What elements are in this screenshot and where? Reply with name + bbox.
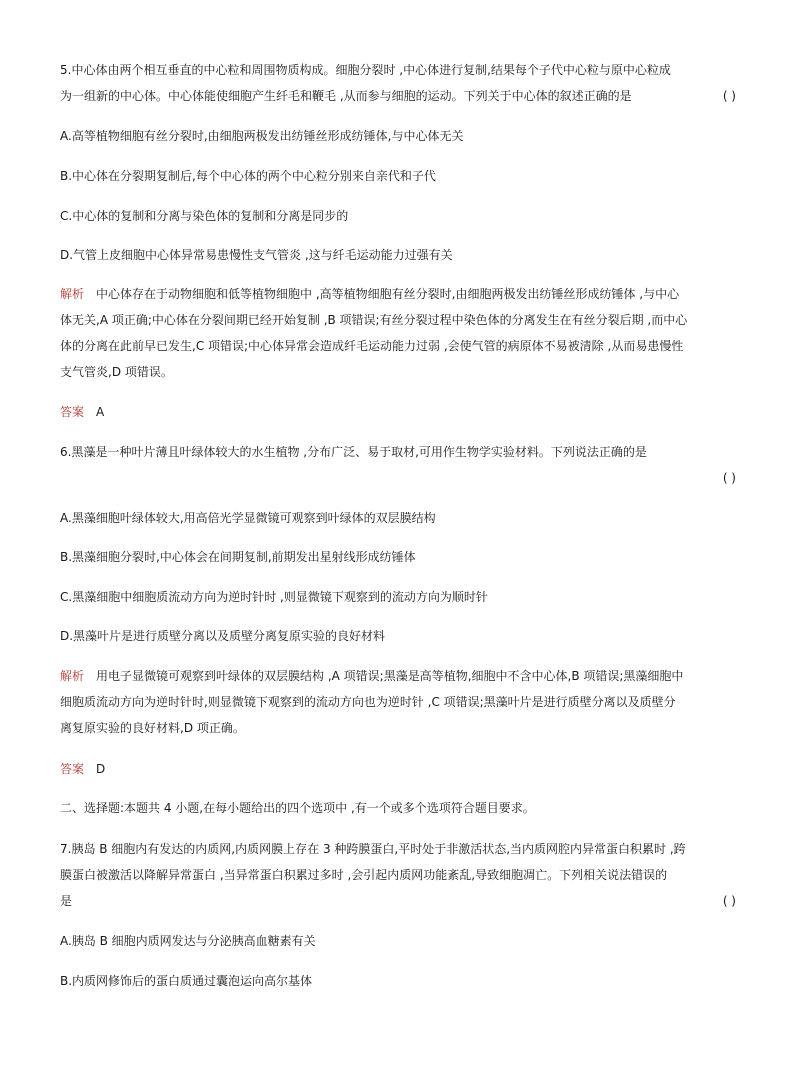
q5-option-d: D.气管上皮细胞中心体异常易患慢性支气管炎 ,这与纤毛运动能力过强有关 — [60, 248, 453, 262]
q6-stem-line-1: 6.黑藻是一种叶片薄且叶绿体较大的水生植物 ,分布广泛、易于取材,可用作生物学实验材料。下列说法正确的是 — [60, 445, 647, 459]
q5-option-b: B.中心体在分裂期复制后,每个中心体的两个中心粒分别来自亲代和子代 — [60, 169, 436, 183]
q6-analysis-line-3: 离复原实验的良好材料,D 项正确。 — [60, 721, 245, 735]
q5-answer-line — [60, 404, 740, 420]
q5-option-a: A.高等植物细胞有丝分裂时,由细胞两极发出纺锤丝形成纺锤体,与中心体无关 — [60, 129, 464, 143]
q6-answer-value: D — [96, 762, 106, 776]
q6-option-b: B.黑藻细胞分裂时,中心体会在间期复制,前期发出星射线形成纺锤体 — [60, 550, 416, 564]
q5-option-c: C.中心体的复制和分离与染色体的复制和分离是同步的 — [60, 209, 349, 223]
q7-stem-line-1: 7.胰岛 B 细胞内有发达的内质网,内质网膜上存在 3 种跨膜蛋白,平时处于非激活状态,当内质网腔内异常蛋白积累时 ,跨 — [60, 842, 686, 856]
q6-answer-blank: ( ) — [722, 471, 736, 485]
q6-option-c: C.黑藻细胞中细胞质流动方向为逆时针时 ,则显微镜下观察到的流动方向为顺时针 — [60, 590, 488, 604]
q5-analysis-line-4: 支气管炎,D 项错误。 — [60, 365, 173, 379]
q5-answer-blank: ( ) — [722, 89, 736, 103]
q7-stem-line-2: 膜蛋白被激活以降解异常蛋白 ,当异常蛋白积累过多时 ,会引起内质网功能紊乱,导致细胞凋亡。下列相关说法错误的 — [60, 868, 668, 882]
q5-analysis-line-1 — [60, 286, 740, 302]
q6-analysis-text-1: 用电子显微镜可观察到叶绿体的双层膜结构 ,A 项错误;黑藻是高等植物,细胞中不含中心体,B 项错误;黑藻细胞中 — [96, 669, 684, 683]
q5-analysis-line-3: 体的分离在此前早已发生,C 项错误;中心体异常会造成纤毛运动能力过弱 ,会使气管的病原体不易被清除 ,从而易患慢性 — [60, 339, 684, 353]
q7-option-a: A.胰岛 B 细胞内质网发达与分泌胰高血糖素有关 — [60, 934, 316, 948]
q6-answer-label: 答案 — [60, 762, 85, 776]
q5-answer-label: 答案 — [60, 405, 85, 419]
q5-analysis-label: 解析 — [60, 287, 85, 301]
q6-analysis-line-1 — [60, 668, 740, 684]
q5-analysis-text-1: 中心体存在于动物细胞和低等植物细胞中 ,高等植物细胞有丝分裂时,由细胞两极发出纺锤丝形成纺锤体 ,与中心 — [96, 287, 680, 301]
q5-stem-line-2: 为一组新的中心体。中心体能使细胞产生纤毛和鞭毛 ,从而参与细胞的运动。下列关于中心体的叙述正确的是 — [60, 89, 632, 103]
q7-answer-blank: ( ) — [722, 894, 736, 908]
section-2-heading: 二、选择题:本题共 4 小题,在每小题给出的四个选项中 ,有一个或多个选项符合题目要求。 — [60, 801, 535, 815]
q5-stem-line-1: 5.中心体由两个相互垂直的中心粒和周围物质构成。细胞分裂时 ,中心体进行复制,结果每个子代中心粒与原中心粒成 — [60, 63, 671, 77]
q5-answer-value: A — [96, 405, 105, 419]
q6-analysis-label: 解析 — [60, 669, 85, 683]
q7-option-b: B.内质网修饰后的蛋白质通过囊泡运向高尔基体 — [60, 974, 313, 988]
q7-stem-line-3: 是 — [60, 894, 73, 908]
q6-answer-line — [60, 761, 740, 777]
q5-analysis-line-2: 体无关,A 项正确;中心体在分裂间期已经开始复制 ,B 项错误;有丝分裂过程中染色体的分离发生在有丝分裂后期 ,而中心 — [60, 313, 688, 327]
q6-option-a: A.黑藻细胞叶绿体较大,用高倍光学显微镜可观察到叶绿体的双层膜结构 — [60, 511, 436, 525]
q6-option-d: D.黑藻叶片是进行质壁分离以及质壁分离复原实验的良好材料 — [60, 629, 386, 643]
q6-analysis-line-2: 细胞质流动方向为逆时针时,则显微镜下观察到的流动方向也为逆时针 ,C 项错误;黑藻叶片是进行质壁分离以及质壁分 — [60, 695, 676, 709]
